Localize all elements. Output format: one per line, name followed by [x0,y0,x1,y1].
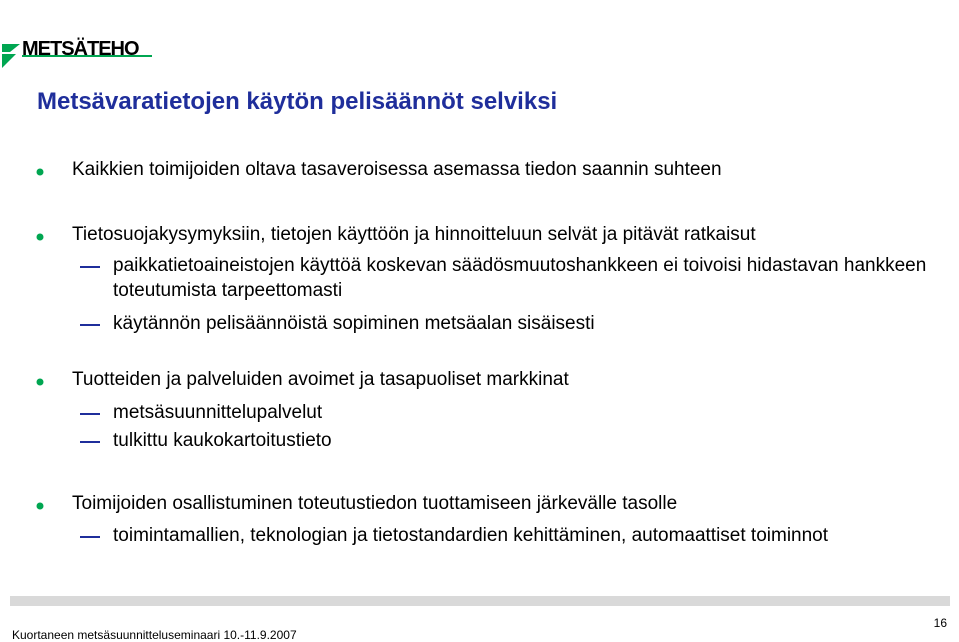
slide-title: Metsävaratietojen käytön pelisäännöt selviksi [37,88,558,115]
bullet-text: Kaikkien toimijoiden oltava tasaveroisessa asemassa tiedon saannin suhteen [72,159,722,180]
bullet-dot-icon [36,502,44,510]
sub-bullet-text: metsäsuunnittelupalvelut [113,402,323,423]
footer-bar [10,596,950,606]
dash-icon [80,266,100,268]
logo-text: METSÄTEHO [22,38,139,60]
bullet-dot-icon [36,233,44,241]
bullet-dot-icon [36,378,44,386]
dash-icon [80,536,100,538]
page-number: 16 [933,616,947,630]
sub-bullet-text: toimintamallien, teknologian ja tietostandardien kehittäminen, automaattiset toiminnot [113,525,829,546]
sub-bullet-text: tulkittu kaukokartoitustieto [113,430,332,451]
bullet-text: Toimijoiden osallistuminen toteutustiedon tuottamiseen järkevälle tasolle [72,493,678,514]
dash-icon [80,441,100,443]
sub-bullet-text: käytännön pelisäännöistä sopiminen metsäalan sisäisesti [113,313,595,334]
bullet-dot-icon [36,168,44,176]
bullet-text: Tietosuojakysymyksiin, tietojen käyttöön ja hinnoitteluun selvät ja pitävät ratkaisut [72,224,756,245]
bullet-text: Tuotteiden ja palveluiden avoimet ja tasapuoliset markkinat [72,369,569,390]
dash-icon [80,324,100,326]
sub-bullet-text: paikkatietoaineistojen käyttöä koskevan säädösmuutoshankkeen ei toivoisi hidastavan hankkeen toteutumista tarpeettomasti [113,255,927,301]
dash-icon [80,413,100,415]
footer-event: Kuortaneen metsäsuunnitteluseminaari 10.-11.9.2007 [12,628,297,642]
